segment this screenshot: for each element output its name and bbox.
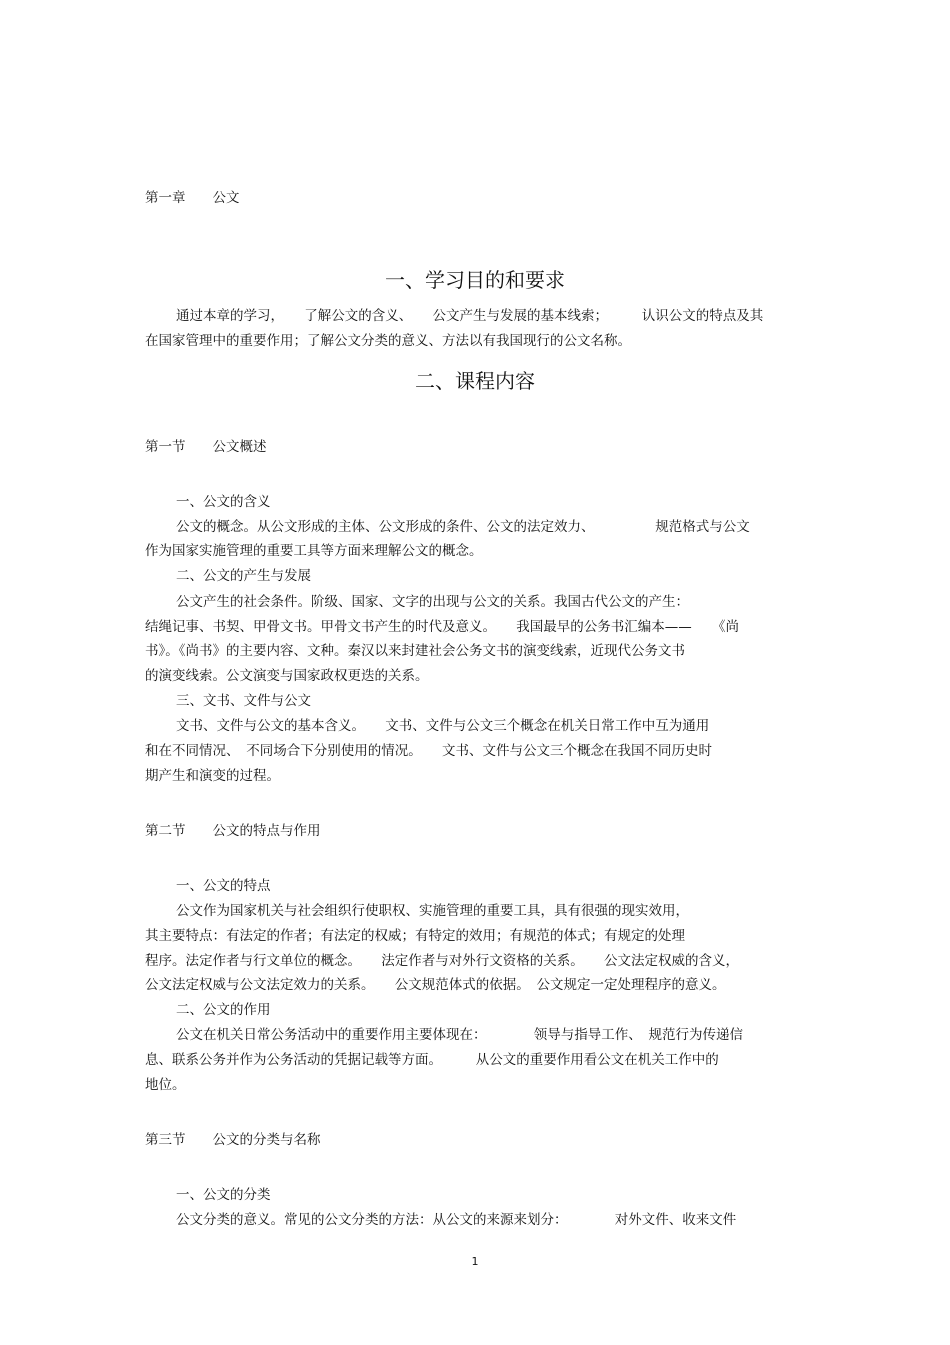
paragraph-line: 期产生和演变的过程。: [145, 768, 280, 784]
intro-paragraph-line: 在国家管理中的重要作用；了解公文分类的意义、方法以有我国现行的公文名称。: [145, 333, 631, 349]
paragraph-line: 程序。法定作者与行文单位的概念。 法定作者与对外行文资格的关系。 公文法定权威的含义，: [145, 953, 739, 969]
section-title: 第二节 公文的特点与作用: [145, 823, 321, 839]
paragraph-line: 地位。: [145, 1077, 186, 1093]
paragraph-line: 其主要特点：有法定的作者；有法定的权威；有特定的效用；有规范的体式；有规定的处理: [145, 928, 685, 944]
subsection-title: 一、公文的含义: [176, 494, 271, 510]
chapter-title: 第一章 公文: [145, 190, 240, 206]
paragraph-line: 的演变线索。公文演变与国家政权更迭的关系。: [145, 668, 429, 684]
intro-paragraph-line: 通过本章的学习， 了解公文的含义、 公文产生与发展的基本线索； 认识公文的特点及其: [176, 308, 764, 324]
subsection-title: 二、公文的作用: [176, 1002, 271, 1018]
subsection-title: 一、公文的分类: [176, 1187, 271, 1203]
paragraph-line: 文书、文件与公文的基本含义。 文书、文件与公文三个概念在机关日常工作中互为通用: [176, 718, 710, 734]
paragraph-line: 公文分类的意义。常见的公文分类的方法：从公文的来源来划分： 对外文件、收来文件: [176, 1212, 737, 1228]
section-title: 第一节 公文概述: [145, 439, 267, 455]
paragraph-line: 结绳记事、书契、甲骨文书。甲骨文书产生的时代及意义。 我国最早的公务书汇编本—— 《尚: [145, 619, 739, 635]
paragraph-line: 和在不同情况、 不同场合下分别使用的情况。 文书、文件与公文三个概念在我国不同历史时: [145, 743, 712, 759]
paragraph-line: 公文的概念。从公文形成的主体、公文形成的条件、公文的法定效力、 规范格式与公文: [176, 519, 750, 535]
paragraph-line: 公文法定权威与公文法定效力的关系。 公文规范体式的依据。 公文规定一定处理程序的意义。: [145, 977, 726, 993]
section-title: 第三节 公文的分类与名称: [145, 1132, 321, 1148]
paragraph-line: 公文作为国家机关与社会组织行使职权、实施管理的重要工具，具有很强的现实效用，: [176, 903, 689, 919]
subsection-title: 三、文书、文件与公文: [176, 693, 311, 709]
subsection-title: 二、公文的产生与发展: [176, 568, 311, 584]
paragraph-line: 公文产生的社会条件。阶级、国家、文字的出现与公文的关系。我国古代公文的产生：: [176, 594, 689, 610]
course-content-heading: 二、课程内容: [415, 369, 535, 393]
paragraph-line: 公文在机关日常公务活动中的重要作用主要体现在： 领导与指导工作、 规范行为传递信: [176, 1027, 743, 1043]
paragraph-line: 息、联系公务并作为公务活动的凭据记载等方面。 从公文的重要作用看公文在机关工作中的: [145, 1052, 719, 1068]
subsection-title: 一、公文的特点: [176, 878, 271, 894]
paragraph-line: 作为国家实施管理的重要工具等方面来理解公文的概念。: [145, 543, 483, 559]
page-number: 1: [471, 1255, 479, 1268]
paragraph-line: 书》。《尚书》的主要内容、文种。秦汉以来封建社会公务文书的演变线索，近现代公务文书: [145, 643, 685, 659]
learning-goals-heading: 一、学习目的和要求: [385, 268, 565, 292]
